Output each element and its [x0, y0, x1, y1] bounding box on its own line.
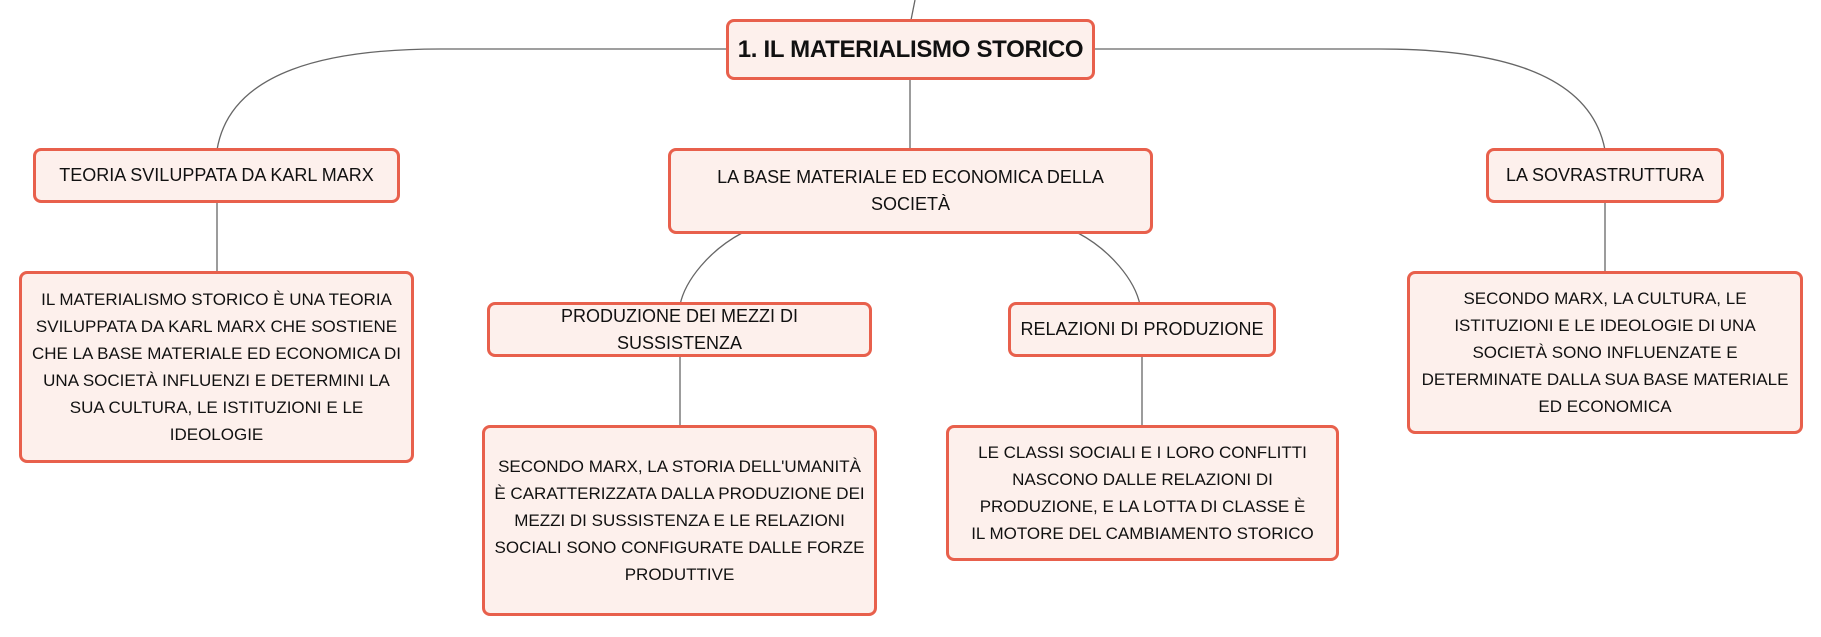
node-produzione-detail[interactable]: SECONDO MARX, LA STORIA DELL'UMANITÀ È CARATTERIZZATA DALLA PRODUZIONE DEI MEZZI DI SUSSISTENZA E LE RELAZIONI SOCIALI SONO CONFIGURATE DALLE FORZE PRODUTTIVE	[482, 425, 877, 616]
node-teoria-detail[interactable]: IL MATERIALISMO STORICO È UNA TEORIA SVILUPPATA DA KARL MARX CHE SOSTIENE CHE LA BASE MATERIALE ED ECONOMICA DI UNA SOCIETÀ INFLUENZI E DETERMINI LA SUA CULTURA, LE ISTITUZIONI E LE IDEOLOGIE	[19, 271, 414, 463]
node-sovrastruttura-detail[interactable]: SECONDO MARX, LA CULTURA, LE ISTITUZIONI E LE IDEOLOGIE DI UNA SOCIETÀ SONO INFLUENZATE E DETERMINATE DALLA SUA BASE MATERIALE ED ECONOMICA	[1407, 271, 1803, 434]
node-relazioni-produzione[interactable]: RELAZIONI DI PRODUZIONE	[1008, 302, 1276, 357]
node-teoria-karl-marx[interactable]: TEORIA SVILUPPATA DA KARL MARX	[33, 148, 400, 203]
connector-base-to-produzione	[680, 233, 742, 305]
node-relazioni-detail[interactable]: LE CLASSI SOCIALI E I LORO CONFLITTI NASCONO DALLE RELAZIONI DI PRODUZIONE, E LA LOTTA DI CLASSE È IL MOTORE DEL CAMBIAMENTO STORICO	[946, 425, 1339, 561]
connector-top-stub	[911, 0, 915, 20]
connector-root-to-teoria	[217, 49, 726, 150]
connector-root-to-sovrastruttura	[1095, 49, 1605, 150]
root-node-materialismo-storico[interactable]: 1. IL MATERIALISMO STORICO	[726, 19, 1095, 80]
node-base-materiale[interactable]: LA BASE MATERIALE ED ECONOMICA DELLA SOCIETÀ	[668, 148, 1153, 234]
node-produzione-mezzi[interactable]: PRODUZIONE DEI MEZZI DI SUSSISTENZA	[487, 302, 872, 357]
node-sovrastruttura[interactable]: LA SOVRASTRUTTURA	[1486, 148, 1724, 203]
connector-base-to-relazioni	[1078, 233, 1140, 305]
